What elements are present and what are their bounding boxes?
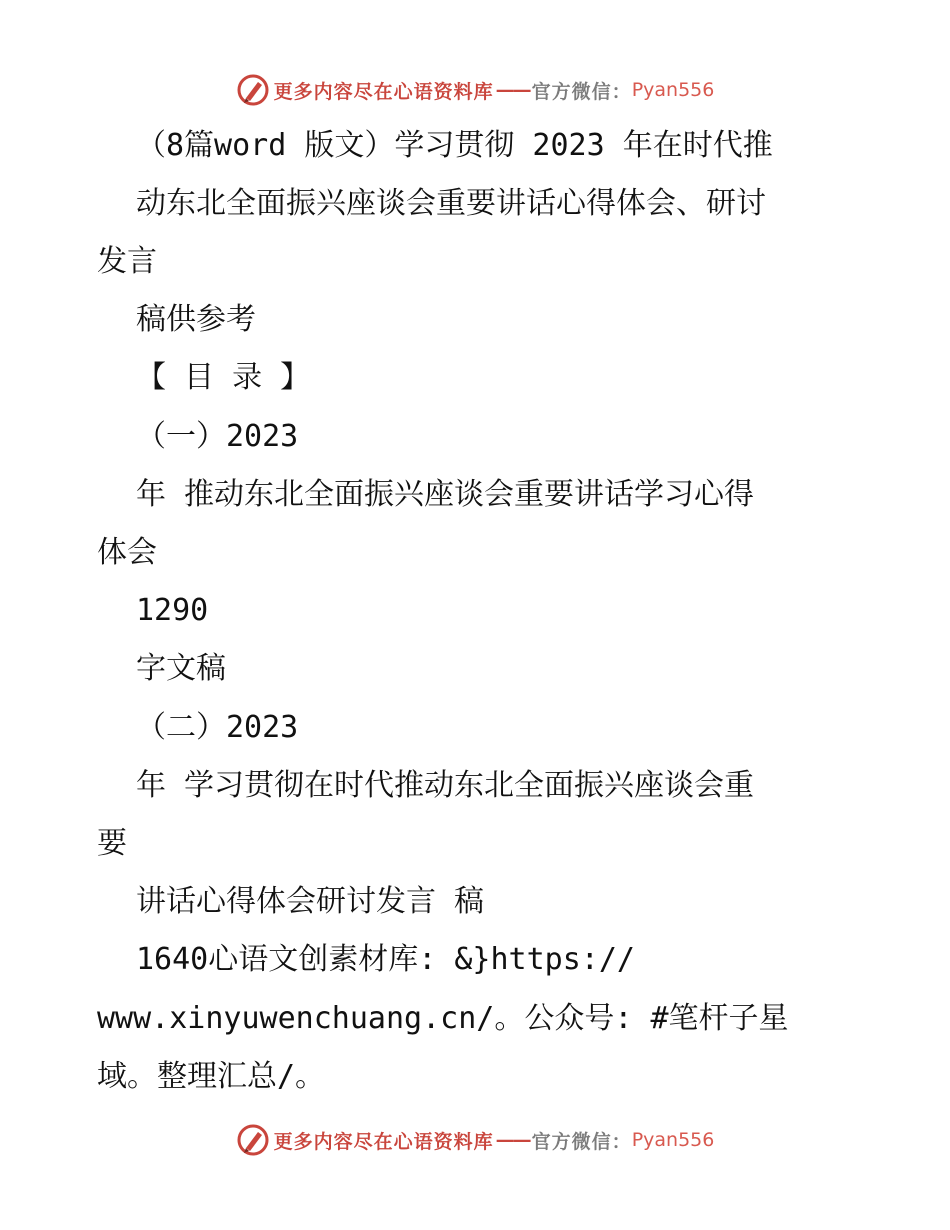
doc-line: 动东北全面振兴座谈会重要讲话心得体会、研讨	[136, 186, 766, 221]
footer-banner	[0, 1120, 950, 1160]
doc-line: 稿供参考	[136, 302, 256, 337]
toc-heading: 【 目 录 】	[136, 360, 311, 395]
doc-line: 年 推动东北全面振兴座谈会重要讲话学习心得	[136, 477, 755, 512]
doc-line: 体会	[97, 535, 157, 570]
doc-line: 域。整理汇总/。	[97, 1059, 326, 1094]
banner-wechat-label: 官方微信：	[531, 80, 632, 103]
banner-dash: ——	[495, 1129, 530, 1151]
pen-logo-icon	[236, 1123, 270, 1157]
doc-line: 发言	[97, 244, 157, 279]
banner-main-text: 更多内容尽在心语资料库	[273, 1130, 494, 1153]
doc-line: 1290	[136, 593, 209, 628]
banner-dash: ——	[495, 79, 530, 101]
doc-line: （一）2023	[136, 419, 299, 454]
doc-line: www.xinyuwenchuang.cn/。公众号: #笔杆子星	[97, 1001, 789, 1036]
banner-main-text: 更多内容尽在心语资料库	[273, 80, 494, 103]
doc-line: 讲话心得体会研讨发言 稿	[136, 884, 485, 919]
doc-line: 年 学习贯彻在时代推动东北全面振兴座谈会重	[136, 768, 755, 803]
doc-line: 字文稿	[136, 651, 226, 686]
banner-wechat-label: 官方微信：	[531, 1130, 632, 1153]
banner-wechat-id: Pyan556	[631, 79, 715, 101]
banner-wechat-id: Pyan556	[631, 1129, 715, 1151]
doc-line: 要	[97, 826, 127, 861]
doc-line: （二）2023	[136, 710, 299, 745]
doc-line: 1640心语文创素材库: &}https://	[136, 942, 635, 977]
doc-line: （8篇word 版文）学习贯彻 2023 年在时代推	[136, 128, 773, 163]
